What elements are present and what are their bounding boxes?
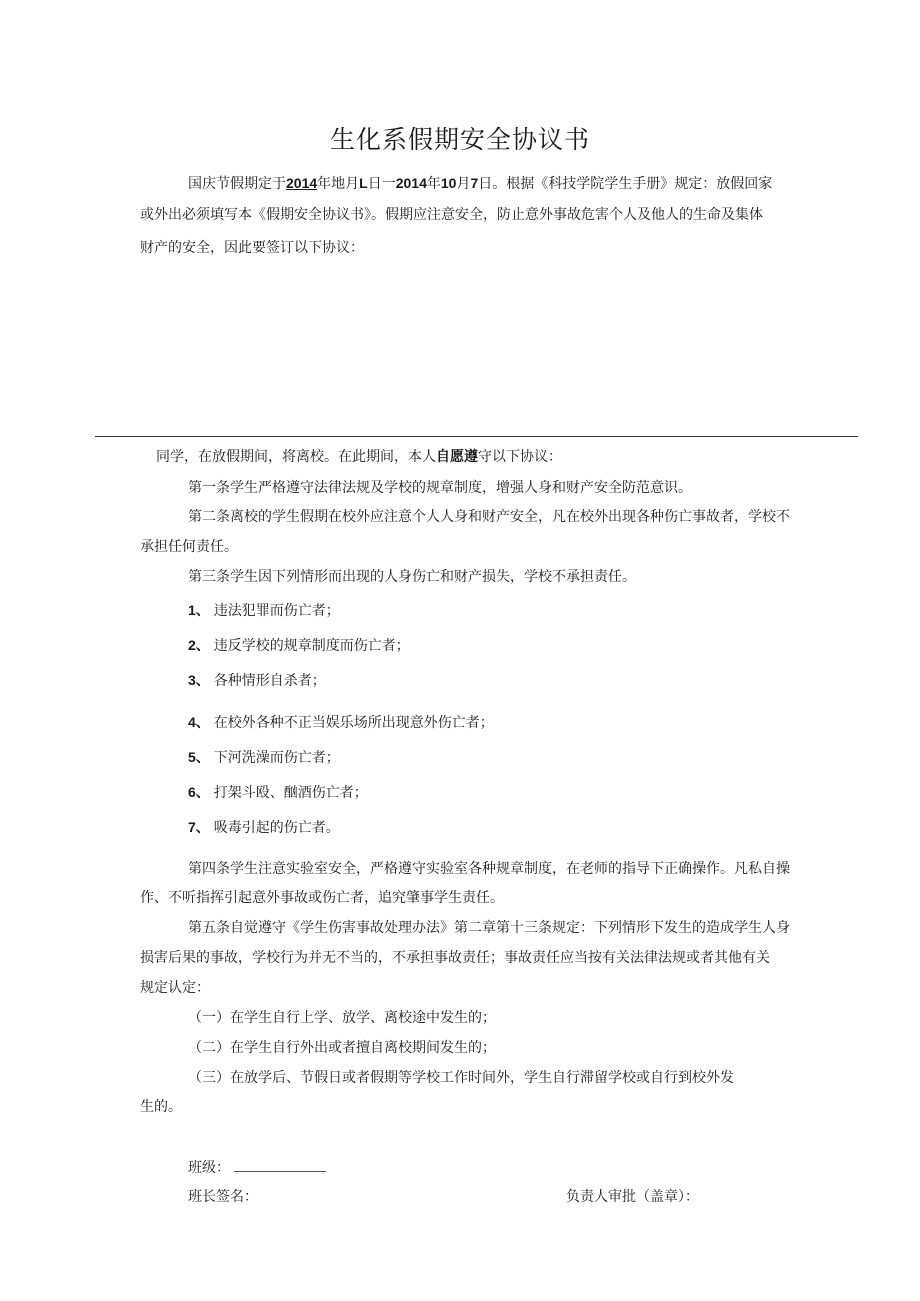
pledge-pre: 同学，在放假期间，将离校。在此期间，本人	[156, 449, 436, 465]
intro-year-start: 2014	[286, 175, 318, 191]
list-item: 1、 违法犯罪而伤亡者；	[188, 602, 340, 619]
list-item: 7、 吸毒引起的伤亡者。	[188, 819, 340, 836]
intro-post: 日。根据《科技学院学生手册》规定：放假回家	[478, 176, 773, 192]
article-2-line-1: 第二条离校的学生假期在校外应注意个人人身和财产安全，凡在校外出现各种伤亡事故者，学校不	[188, 509, 790, 525]
article-3: 第三条学生因下列情形而出现的人身伤亡和财产损失，学校不承担责任。	[188, 569, 636, 585]
sub-clause-2: （二）在学生自行外出或者擅自离校期间发生的；	[188, 1040, 496, 1056]
intro-line-2: 或外出必须填写本《假期安全协议书》。假期应注意安全，防止意外事故危害个人及他人的生命及集体	[140, 207, 763, 223]
list-item: 2、 违反学校的规章制度而伤亡者；	[188, 637, 410, 654]
list-item: 6、 打架斗殴、酗酒伤亡者；	[188, 784, 368, 801]
pledge-bold: 自愿遵	[436, 448, 478, 464]
intro-mid-2: 日一	[367, 176, 396, 192]
article-1: 第一条学生严格遵守法律法规及学校的规章制度，增强人身和财产安全防范意识。	[188, 480, 692, 496]
article-5-line-2: 损害后果的事故，学校行为并无不当的，不承担事故责任；事故责任应当按有关法律法规或者其他有关	[140, 950, 770, 966]
class-field	[188, 1157, 326, 1178]
article-2-line-2: 承担任何责任。	[140, 539, 238, 555]
class-input-line[interactable]	[234, 1157, 326, 1172]
class-label: 班级：	[188, 1160, 230, 1176]
intro-mid-4: 月	[456, 176, 471, 192]
document-title: 生化系假期安全协议书	[329, 125, 590, 154]
article-4-line-2: 作、不听指挥引起意外事故或伤亡者，追究肇事学生责任。	[140, 890, 504, 906]
intro-day-start: L	[359, 175, 368, 191]
intro-month-end: 10	[440, 175, 457, 191]
intro-line-3: 财产的安全，因此要签订以下协议：	[140, 240, 364, 256]
pledge-line	[156, 446, 562, 467]
sub-clause-3-line-2: 生的。	[140, 1099, 182, 1115]
sub-clause-1: （一）在学生自行上学、放学、离校途中发生的；	[188, 1010, 496, 1026]
article-4-line-1: 第四条学生注意实验室安全，严格遵守实验室各种规章制度，在老师的指导下正确操作。凡私自操	[188, 861, 790, 877]
monitor-signature-label: 班长签名：	[188, 1189, 258, 1205]
sub-clause-3-line-1: （三）在放学后、节假日或者假期等学校工作时间外，学生自行滞留学校或自行到校外发	[188, 1070, 734, 1086]
intro-day-end: 7	[470, 175, 479, 191]
list-item: 3、 各种情形自杀者；	[188, 672, 326, 689]
intro-mid-1: 年地月	[317, 176, 360, 192]
list-item: 5、 下河洗澡而伤亡者；	[188, 749, 340, 766]
intro-mid-3: 年	[426, 176, 441, 192]
list-item: 4、 在校外各种不正当娱乐场所出现意外伤亡者；	[188, 714, 494, 731]
approval-label: 负责人审批（盖章）：	[566, 1189, 699, 1205]
article-5-line-3: 规定认定：	[140, 980, 210, 996]
pledge-post: 守以下协议：	[478, 449, 562, 465]
intro-line-1	[188, 173, 772, 194]
article-5-line-1: 第五条自觉遵守《学生伤害事故处理办法》第二章第十三条规定：下列情形下发生的造成学生人身	[188, 920, 790, 936]
divider-line	[95, 436, 858, 437]
intro-pre: 国庆节假期定于	[188, 176, 286, 192]
intro-year-end: 2014	[395, 175, 427, 191]
